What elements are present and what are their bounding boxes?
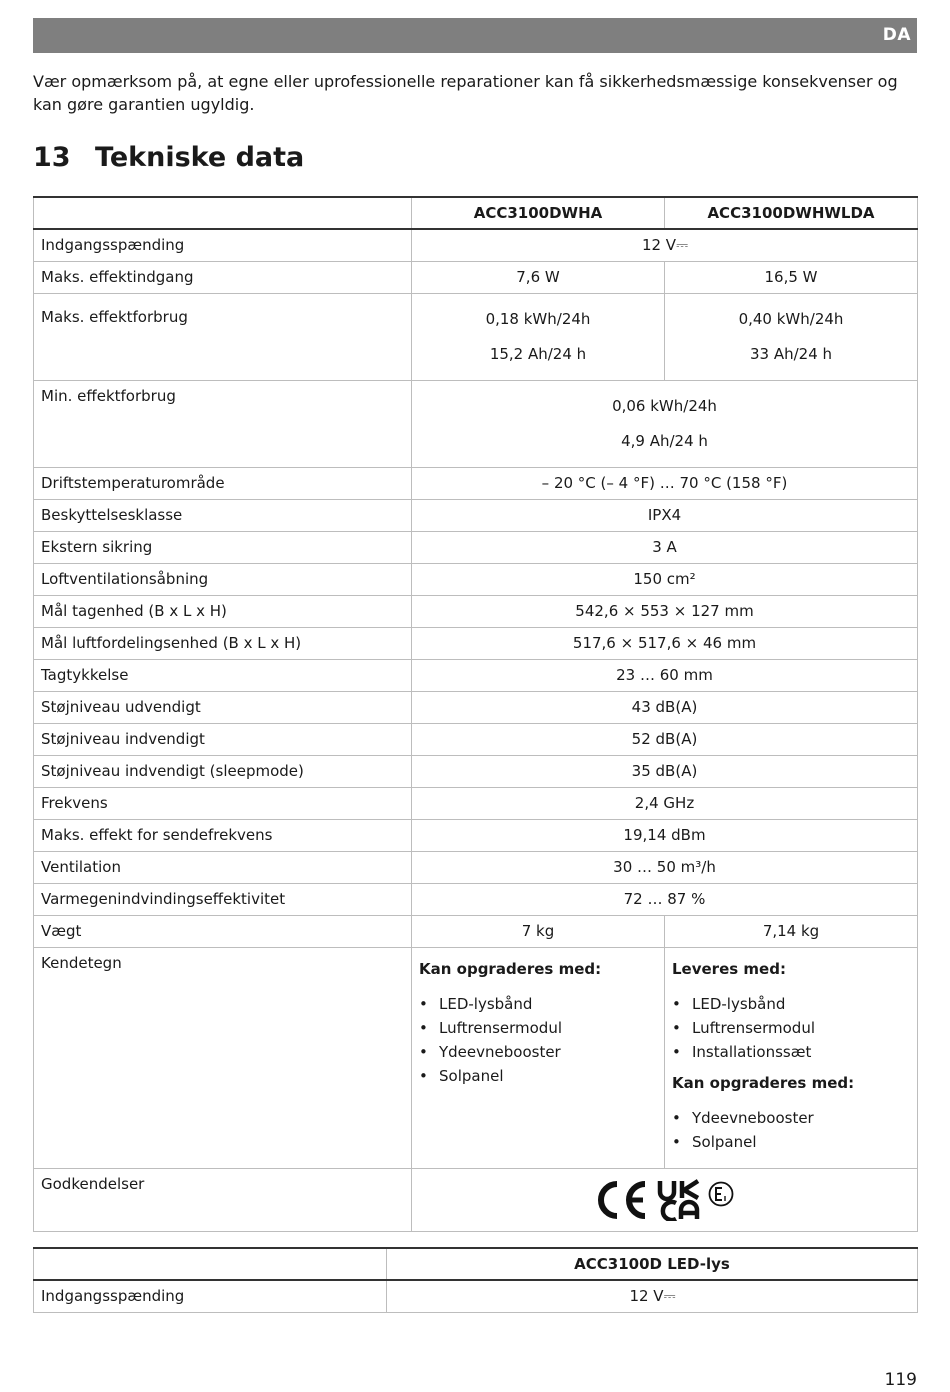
warning-text: Vær opmærksom på, at egne eller uprofessionelle reparationer kan få sikkerhedsmæssige konsekvenser og kan gøre garantien ugyldig. bbox=[33, 72, 898, 114]
row-label: Støjniveau indvendigt (sleepmode) bbox=[34, 755, 412, 787]
row-value: 7,14 kg bbox=[665, 915, 918, 947]
row-value: 0,18 kWh/24h 15,2 Ah/24 h bbox=[412, 293, 665, 380]
header-empty bbox=[34, 197, 412, 229]
dc-symbol-icon: ⎓ bbox=[676, 236, 688, 255]
table-row bbox=[34, 915, 918, 947]
approval-marks bbox=[412, 1168, 918, 1231]
table-row bbox=[34, 229, 918, 261]
row-value: 0,40 kWh/24h 33 Ah/24 h bbox=[665, 293, 918, 380]
row-label: Driftstemperaturområde bbox=[34, 467, 412, 499]
table-row bbox=[34, 755, 918, 787]
list-item: • Solpanel bbox=[439, 1064, 657, 1088]
header-model: ACC3100D LED-lys bbox=[387, 1248, 918, 1280]
led-data-table bbox=[33, 1247, 918, 1313]
table-row bbox=[34, 563, 918, 595]
table-row bbox=[34, 1168, 918, 1231]
header-bar bbox=[33, 18, 917, 53]
features-list bbox=[419, 992, 657, 1088]
table-row bbox=[34, 723, 918, 755]
table-row bbox=[34, 499, 918, 531]
list-item: • Ydeevnebooster bbox=[692, 1106, 910, 1130]
table-row bbox=[34, 467, 918, 499]
features-list bbox=[672, 992, 910, 1064]
table-row bbox=[34, 659, 918, 691]
row-label: Indgangsspænding bbox=[34, 1280, 387, 1312]
row-value: 19,14 dBm bbox=[412, 819, 918, 851]
row-label: Kendetegn bbox=[34, 947, 412, 1168]
row-label: Støjniveau indvendigt bbox=[34, 723, 412, 755]
features-list bbox=[672, 1106, 910, 1154]
list-item: • Installationssæt bbox=[692, 1040, 910, 1064]
row-label: Mål tagenhed (B x L x H) bbox=[34, 595, 412, 627]
row-label: Godkendelser bbox=[34, 1168, 412, 1231]
row-label: Varmegenindvindingseffektivitet bbox=[34, 883, 412, 915]
row-label: Ekstern sikring bbox=[34, 531, 412, 563]
page-number: 119 bbox=[884, 1370, 917, 1390]
row-value: – 20 °C (– 4 °F) … 70 °C (158 °F) bbox=[412, 467, 918, 499]
table-row bbox=[34, 261, 918, 293]
row-label: Maks. effektforbrug bbox=[34, 293, 412, 380]
row-value: 517,6 × 517,6 × 46 mm bbox=[412, 627, 918, 659]
list-item: • LED-lysbånd bbox=[692, 992, 910, 1016]
row-label: Frekvens bbox=[34, 787, 412, 819]
row-value: IPX4 bbox=[412, 499, 918, 531]
row-value: 7,6 W bbox=[412, 261, 665, 293]
row-value: 2,4 GHz bbox=[412, 787, 918, 819]
row-value: 16,5 W bbox=[665, 261, 918, 293]
row-label: Beskyttelsesklasse bbox=[34, 499, 412, 531]
features-title: Kan opgraderes med: bbox=[419, 959, 602, 978]
list-item: • Ydeevnebooster bbox=[439, 1040, 657, 1064]
list-item: • Luftrensermodul bbox=[439, 1016, 657, 1040]
row-value: 0,06 kWh/24h 4,9 Ah/24 h bbox=[412, 380, 918, 467]
table-row bbox=[34, 531, 918, 563]
row-label: Loftventilationsåbning bbox=[34, 563, 412, 595]
table-header-row bbox=[34, 1248, 918, 1280]
table-header-row bbox=[34, 197, 918, 229]
row-label: Min. effektforbrug bbox=[34, 380, 412, 467]
section-title: Tekniske data bbox=[95, 142, 305, 173]
row-value: 3 A bbox=[412, 531, 918, 563]
e1-mark-icon bbox=[707, 1180, 735, 1208]
header-model-2: ACC3100DWHWLDA bbox=[665, 197, 918, 229]
table-row bbox=[34, 380, 918, 467]
ce-mark-icon bbox=[595, 1180, 651, 1220]
row-value: 12 V⎓ bbox=[412, 229, 918, 261]
row-value: 150 cm² bbox=[412, 563, 918, 595]
row-label: Ventilation bbox=[34, 851, 412, 883]
table-row-features bbox=[34, 947, 918, 1168]
row-label: Vægt bbox=[34, 915, 412, 947]
features-col-2 bbox=[665, 947, 918, 1168]
ukca-mark-icon bbox=[657, 1179, 701, 1221]
features-title: Leveres med: bbox=[672, 959, 786, 978]
features-col-1 bbox=[412, 947, 665, 1168]
row-value: 12 V⎓ bbox=[387, 1280, 918, 1312]
row-value: 43 dB(A) bbox=[412, 691, 918, 723]
row-value: 7 kg bbox=[412, 915, 665, 947]
table-row bbox=[34, 819, 918, 851]
row-value: 542,6 × 553 × 127 mm bbox=[412, 595, 918, 627]
section-heading bbox=[33, 142, 304, 173]
list-item: • Solpanel bbox=[692, 1130, 910, 1154]
list-item: • LED-lysbånd bbox=[439, 992, 657, 1016]
table-row bbox=[34, 883, 918, 915]
header-empty bbox=[34, 1248, 387, 1280]
row-label: Indgangsspænding bbox=[34, 229, 412, 261]
table-row bbox=[34, 595, 918, 627]
list-item: • Luftrensermodul bbox=[692, 1016, 910, 1040]
language-tag: DA bbox=[882, 25, 911, 45]
section-number: 13 bbox=[33, 142, 71, 173]
row-value: 23 … 60 mm bbox=[412, 659, 918, 691]
row-label: Mål luftfordelingsenhed (B x L x H) bbox=[34, 627, 412, 659]
table-row bbox=[34, 851, 918, 883]
table-row bbox=[34, 293, 918, 380]
table-row bbox=[34, 691, 918, 723]
row-value: 72 … 87 % bbox=[412, 883, 918, 915]
dc-symbol-icon: ⎓ bbox=[663, 1287, 675, 1306]
header-model-1: ACC3100DWHA bbox=[412, 197, 665, 229]
row-label: Maks. effektindgang bbox=[34, 261, 412, 293]
row-value: 52 dB(A) bbox=[412, 723, 918, 755]
row-value: 30 … 50 m³/h bbox=[412, 851, 918, 883]
features-title: Kan opgraderes med: bbox=[672, 1073, 855, 1092]
row-label: Tagtykkelse bbox=[34, 659, 412, 691]
table-row bbox=[34, 787, 918, 819]
table-row bbox=[34, 1280, 918, 1312]
row-value: 35 dB(A) bbox=[412, 755, 918, 787]
table-row bbox=[34, 627, 918, 659]
tech-data-table bbox=[33, 196, 918, 1232]
row-label: Maks. effekt for sendefrekvens bbox=[34, 819, 412, 851]
row-label: Støjniveau udvendigt bbox=[34, 691, 412, 723]
